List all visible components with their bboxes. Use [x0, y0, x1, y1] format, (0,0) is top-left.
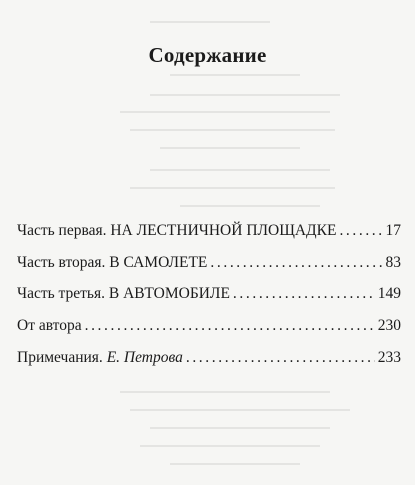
toc-item[interactable] [17, 254, 401, 284]
toc-item-page: 83 [385, 254, 401, 271]
toc-leader-dots [339, 222, 382, 240]
toc-item-label: Часть третья. В АВТОМОБИЛЕ [17, 285, 230, 302]
toc-item-author: Е. Петрова [106, 349, 183, 366]
toc-item[interactable] [17, 285, 401, 315]
toc-item-page: 230 [377, 317, 401, 334]
page-title: Содержание [148, 43, 267, 67]
toc-leader-dots [85, 317, 375, 335]
toc-item-label: Часть вторая. В САМОЛЕТЕ [17, 254, 208, 271]
toc-item[interactable] [17, 222, 401, 252]
toc-leader-dots [210, 254, 382, 272]
toc-item-label: Часть первая. НА ЛЕСТНИЧНОЙ ПЛОЩАДКЕ [17, 222, 337, 239]
toc-item-page: 233 [377, 349, 401, 366]
toc-leader-dots [233, 285, 375, 303]
toc-item-page: 17 [385, 222, 401, 239]
toc-item-label-group [17, 349, 183, 367]
toc-item-label: Примечания. [17, 349, 107, 366]
toc-item-page: 149 [377, 285, 401, 302]
toc-item[interactable] [17, 349, 401, 379]
toc-leader-dots [186, 349, 375, 367]
toc-item[interactable] [17, 317, 401, 347]
toc-item-label: От автора [17, 317, 82, 334]
